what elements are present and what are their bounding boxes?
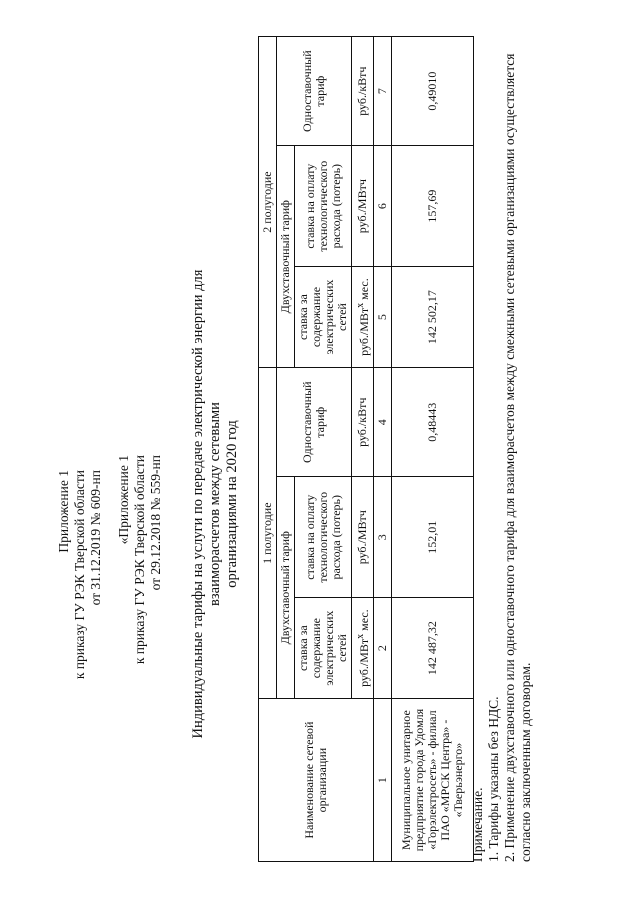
title-line: организациями на 2020 год [224, 420, 240, 588]
column-number: 2 [374, 598, 392, 699]
unit-cell: руб./МВт$^х$ мес. [352, 267, 374, 368]
order-header [56, 470, 104, 679]
previous-order-header [116, 455, 164, 664]
value-cell: 0,48443 [392, 368, 474, 477]
order-date: от 31.12.2019 № 609-нп [88, 470, 103, 606]
order-reference: к приказу ГУ РЭК Тверской области [132, 455, 147, 665]
half-year-header: 2 полугодие [259, 37, 277, 368]
unit-cell: руб./кВтч [352, 368, 374, 477]
note-item: 1. Тарифы указаны без НДС. [486, 696, 501, 862]
value-cell: 157,69 [392, 146, 474, 267]
note-heading: Примечание. [470, 787, 485, 862]
title-line: Индивидуальные тарифы на услуги по передаче электрической энергии для взаиморасчетов между сетевыми [190, 269, 223, 739]
two-part-tariff-header: Двухставочный тариф [277, 477, 295, 699]
note-item: 2. Применение двухставочного или одноставочного тарифа для взаиморасчетов между смежными сетевыми организациями осуществляется [502, 53, 517, 862]
unit-cell: руб./МВтч [352, 146, 374, 267]
tariff-table [258, 36, 474, 862]
order-reference: к приказу ГУ РЭК Тверской области [72, 470, 87, 680]
rate-losses-header: ставка на оплату технологического расхода (потерь) [295, 146, 352, 267]
note-item: согласно заключенным договорам. [518, 662, 533, 862]
table-row [392, 37, 474, 862]
value-cell: 142 502,17 [392, 267, 474, 368]
rate-losses-header: ставка на оплату технологического расхода (потерь) [295, 477, 352, 598]
column-header-org: Наименование сетевой организации [259, 699, 374, 862]
unit-cell: руб./МВтч [352, 477, 374, 598]
appendix-label: Приложение 1 [56, 470, 71, 553]
column-number: 1 [374, 699, 392, 862]
single-rate-header: Одноставочный тариф [277, 37, 352, 146]
order-date: от 29.12.2018 № 559-нп [148, 455, 163, 591]
document-title [190, 244, 241, 764]
two-part-tariff-header: Двухставочный тариф [277, 146, 295, 368]
value-cell: 152,01 [392, 477, 474, 598]
half-year-header: 1 полугодие [259, 368, 277, 699]
column-number: 3 [374, 477, 392, 598]
appendix-label: «Приложение 1 [116, 455, 131, 545]
column-number: 6 [374, 146, 392, 267]
unit-cell: руб./МВт$^х$ мес. [352, 598, 374, 699]
value-cell: 0,49010 [392, 37, 474, 146]
value-cell: 142 487,32 [392, 598, 474, 699]
rate-maintenance-header: ставка за содержание электрических сетей [295, 598, 352, 699]
note-section [470, 54, 534, 863]
single-rate-header: Одноставочный тариф [277, 368, 352, 477]
column-number-row [374, 37, 392, 862]
column-number: 7 [374, 37, 392, 146]
unit-cell: руб./кВтч [352, 37, 374, 146]
column-number: 5 [374, 267, 392, 368]
org-name-cell: Муниципальное унитарное предприятие города Удомля «Горэлектросеть» - филиал ПАО «МРСК Центра» - «Тверьэнерго» [392, 699, 474, 862]
rate-maintenance-header: ставка за содержание электрических сетей [295, 267, 352, 368]
column-number: 4 [374, 368, 392, 477]
